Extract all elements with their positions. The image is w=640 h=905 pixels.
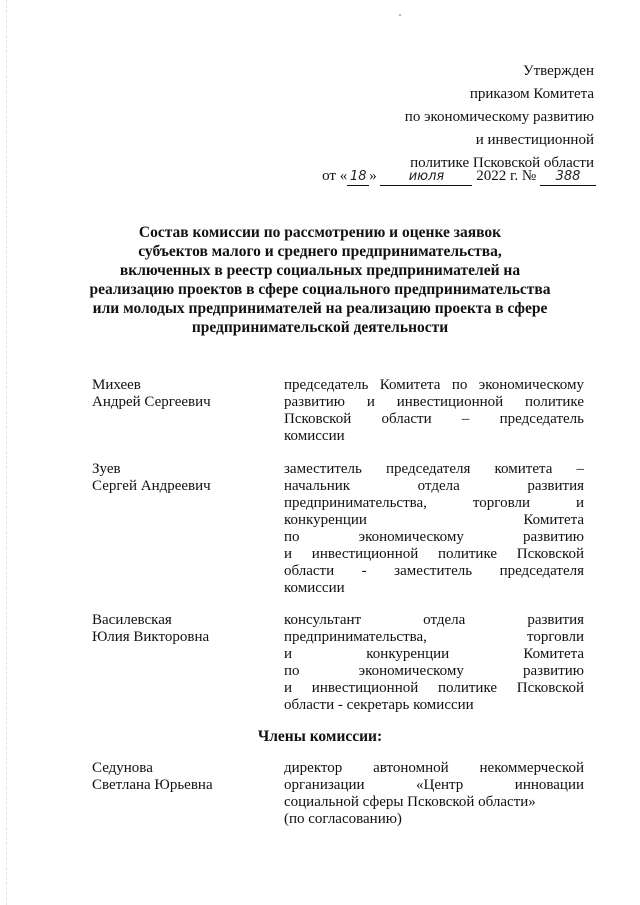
- approval-block: [405, 60, 594, 175]
- member-surname: Зуев: [92, 461, 121, 477]
- role-line: комиссии: [284, 428, 345, 444]
- member-name: [92, 461, 272, 495]
- document-title: [70, 223, 570, 337]
- role-line: и конкуренции Комитета: [284, 646, 584, 662]
- role-line: развитию и инвестиционной политике: [284, 394, 584, 410]
- role-line: конкуренции Комитета: [284, 512, 584, 528]
- member-given-name: Андрей Сергеевич: [92, 394, 211, 410]
- role-line: (по согласованию): [284, 811, 402, 827]
- title-line-5: или молодых предпринимателей на реализацию проекта в сфере: [92, 300, 548, 317]
- member-surname: Василевская: [92, 612, 172, 628]
- member-role: [284, 612, 584, 714]
- approval-line-3: по экономическому развитию: [404, 109, 594, 125]
- role-line: области - секретарь комиссии: [284, 697, 474, 713]
- member-name: [92, 377, 272, 411]
- role-line: по экономическому развитию: [284, 663, 584, 679]
- member-name: [92, 760, 272, 794]
- approval-line-1: Утвержден: [522, 63, 594, 79]
- member-name: [92, 612, 272, 646]
- member-given-name: Светлана Юрьевна: [92, 777, 213, 793]
- role-line: предпринимательства, торговли: [284, 629, 584, 645]
- title-line-6: предпринимательской деятельности: [191, 319, 449, 336]
- member-role: [284, 377, 584, 445]
- date-year: 2022 г. №: [476, 168, 537, 184]
- approval-date: [322, 168, 596, 186]
- title-line-2: субъектов малого и среднего предпринимательства,: [138, 243, 502, 260]
- approval-line-5: политике Псковской области: [410, 155, 594, 171]
- title-line-4: реализацию проектов в сфере социального предпринимательства: [89, 281, 551, 298]
- member-surname: Михеев: [92, 377, 141, 393]
- handwritten-month: июля: [380, 169, 472, 186]
- role-line: заместитель председателя комитета –: [284, 461, 584, 477]
- role-line: Псковской области – председатель: [284, 411, 584, 427]
- member-given-name: Юлия Викторовна: [92, 629, 210, 645]
- approval-line-2: приказом Комитета: [469, 86, 594, 102]
- scan-dot: [399, 14, 401, 16]
- role-line: консультант отдела развития: [284, 612, 584, 628]
- role-line: по экономическому развитию: [284, 529, 584, 545]
- handwritten-number: 388: [540, 169, 596, 186]
- role-line: и инвестиционной политике Псковской: [284, 546, 584, 562]
- title-line-3: включенных в реестр социальных предпринимателей на: [119, 262, 521, 279]
- member-role: [284, 760, 584, 828]
- role-line: председатель Комитета по экономическому: [284, 377, 584, 393]
- title-line-1: Состав комиссии по рассмотрению и оценке заявок: [138, 224, 502, 241]
- members-heading: Члены комиссии:: [257, 728, 383, 745]
- member-given-name: Сергей Андреевич: [92, 478, 211, 494]
- member-role: [284, 461, 584, 597]
- member-surname: Седунова: [92, 760, 153, 776]
- date-prefix: от «: [322, 168, 348, 184]
- role-line: организации «Центр инновации: [284, 777, 584, 793]
- role-line: области - заместитель председателя: [284, 563, 584, 579]
- role-line: предпринимательства, торговли и: [284, 495, 584, 511]
- role-line: начальник отдела развития: [284, 478, 584, 494]
- role-line: комиссии: [284, 580, 345, 596]
- role-line: директор автономной некоммерческой: [284, 760, 584, 776]
- role-line: социальной сферы Псковской области»: [284, 794, 536, 810]
- date-mid: »: [369, 168, 377, 184]
- handwritten-day: 18: [347, 169, 369, 186]
- scan-margin-line: [6, 0, 7, 905]
- role-line: и инвестиционной политике Псковской: [284, 680, 584, 696]
- approval-line-4: и инвестиционной: [475, 132, 594, 148]
